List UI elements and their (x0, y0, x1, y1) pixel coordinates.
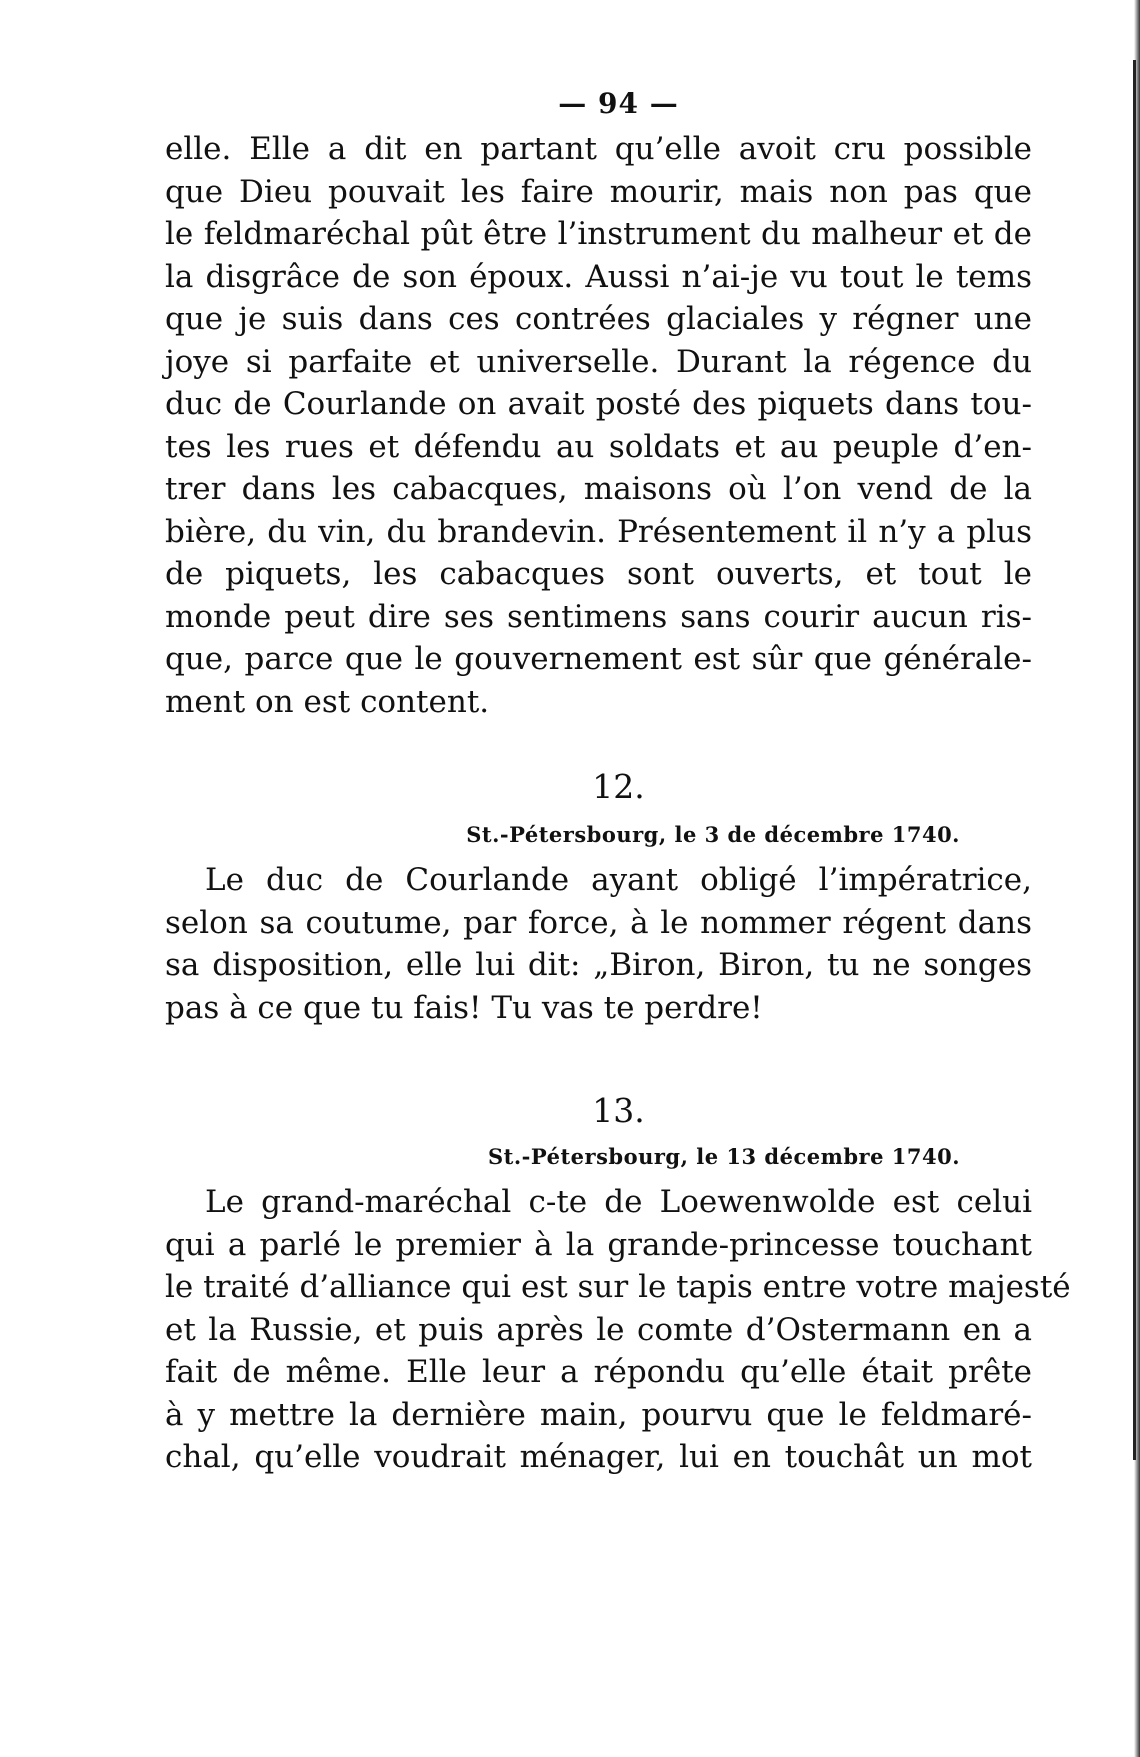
text-line: Le duc de Courlande ayant obligé l’impératrice, (205, 862, 1032, 898)
text-line: le feldmaréchal pût être l’instrument du malheur et de (165, 216, 1032, 252)
paragraph-section-12 (165, 859, 1032, 1029)
text-line: que Dieu pouvait les faire mourir, mais non pas que (165, 173, 1032, 210)
text-line: le traité d’alliance qui est sur le tapis entre votre majesté (165, 1269, 1071, 1305)
text-line: chal, qu’elle voudrait ménager, lui en touchât un mot (165, 1439, 1032, 1475)
text-line: joye si parfaite et universelle. Durant la régence du (165, 343, 1032, 380)
text-line: elle. Elle a dit en partant qu’elle avoit cru possible (165, 131, 1032, 167)
section-number-13: 13. (592, 1091, 645, 1130)
text-line: pas à ce que tu fais! Tu vas te perdre! (165, 989, 763, 1026)
text-line: que je suis dans ces contrées glaciales y régner une (165, 301, 1032, 337)
text-line: selon sa coutume, par force, à le nommer régent dans (165, 904, 1032, 941)
page-number: — 94 — (558, 87, 679, 120)
text-line: fait de même. Elle leur a répondu qu’elle était prête (165, 1354, 1032, 1390)
document-page (165, 80, 1071, 1479)
text-line: Le grand-maréchal c-te de Loewenwolde est celui (205, 1184, 1032, 1220)
text-line: à y mettre la dernière main, pourvu que le feldmaré- (165, 1396, 1032, 1433)
text-line: duc de Courlande on avait posté des piquets dans tou- (165, 386, 1032, 422)
dateline-12: St.-Pétersbourg, le 3 de décembre 1740. (466, 822, 960, 847)
text-line: ment on est content. (165, 683, 490, 720)
text-line: qui a parlé le premier à la grande-princesse touchant (165, 1226, 1032, 1263)
page-edge-shadow (1133, 60, 1136, 1460)
text-line: monde peut dire ses sentimens sans courir aucun ris- (165, 598, 1032, 635)
text-line: et la Russie, et puis après le comte d’Ostermann en a (165, 1311, 1032, 1348)
text-line: trer dans les cabacques, maisons où l’on vend de la (165, 471, 1032, 507)
text-line: de piquets, les cabacques sont ouverts, et tout le (165, 556, 1032, 592)
paragraph-continuation (165, 128, 1032, 723)
paragraph-section-13 (165, 1181, 1071, 1479)
text-line: sa disposition, elle lui dit: „Biron, Biron, tu ne songes (165, 947, 1032, 983)
text-line: que, parce que le gouvernement est sûr que générale- (165, 641, 1032, 677)
text-line: bière, du vin, du brandevin. Présentement il n’y a plus (165, 513, 1032, 550)
dateline-13: St.-Pétersbourg, le 13 décembre 1740. (487, 1144, 960, 1169)
section-number-12: 12. (592, 767, 645, 806)
text-line: la disgrâce de son époux. Aussi n’ai-je vu tout le tems (165, 258, 1032, 295)
text-line: tes les rues et défendu au soldats et au peuple d’en- (165, 428, 1032, 465)
